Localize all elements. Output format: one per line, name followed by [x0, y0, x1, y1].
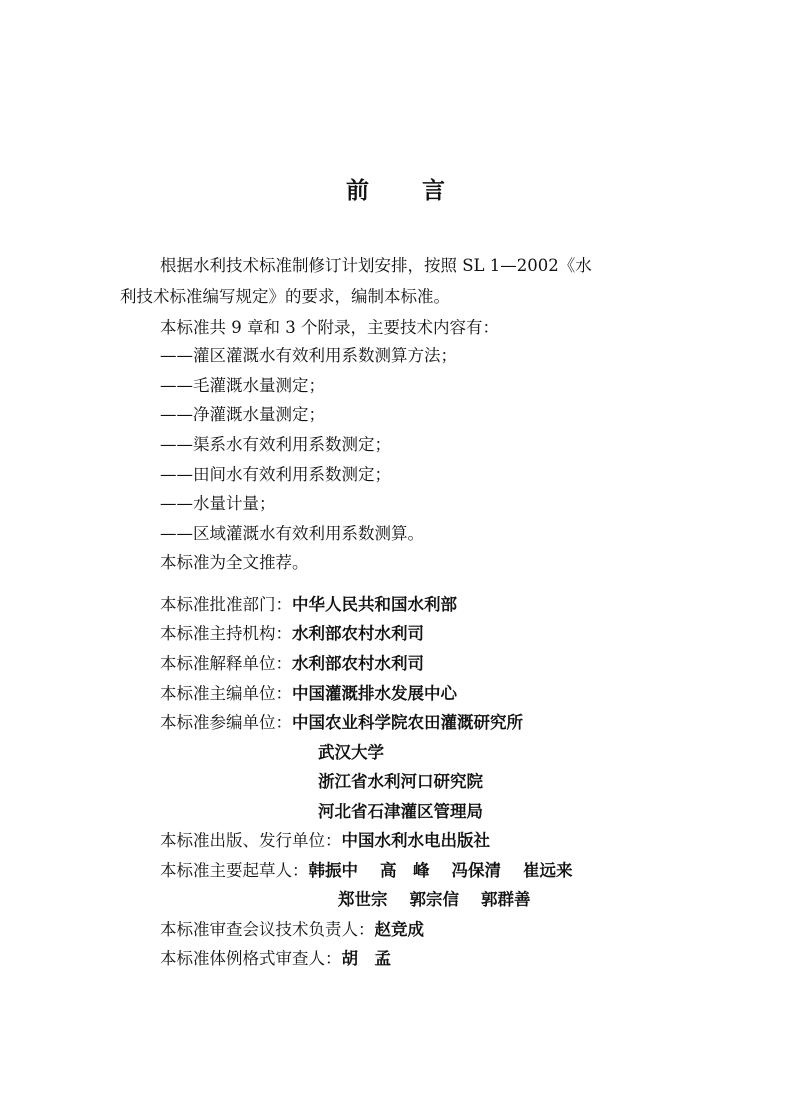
approve-row	[160, 595, 457, 615]
list-item: ——区域灌溉水有效利用系数测算。	[160, 524, 424, 543]
drafter-name: 郭宗信	[409, 890, 459, 909]
chief-value: 中国灌溉排水发展中心	[292, 684, 457, 703]
interpret-row	[160, 654, 424, 674]
list-item: ——灌区灌溉水有效利用系数测算方法；	[160, 346, 457, 365]
intro-paragraph-3: 本标准为全文推荐。	[160, 553, 309, 572]
format-value: 胡 孟	[341, 949, 391, 968]
drafter-name: 崔远来	[523, 861, 573, 880]
intro-paragraph-1-line-2: 利技术标准编写规定》的要求，编制本标准。	[120, 287, 450, 306]
approve-value: 中华人民共和国水利部	[292, 595, 457, 614]
intro-paragraph-2: 本标准共 9 章和 3 个附录，主要技术内容有：	[160, 318, 499, 337]
co-row	[160, 713, 523, 733]
format-row	[160, 949, 391, 969]
page-title	[0, 172, 792, 205]
list-item: ——田间水有效利用系数测定；	[160, 465, 391, 484]
co-value: 浙江省水利河口研究院	[318, 772, 483, 791]
drafters-label: 本标准主要起草人：	[160, 861, 309, 880]
chief-row	[160, 684, 457, 704]
co-value: 河北省石津灌区管理局	[318, 802, 483, 821]
co-label: 本标准参编单位：	[160, 713, 292, 732]
format-label: 本标准体例格式审查人：	[160, 949, 342, 968]
host-label: 本标准主持机构：	[160, 624, 292, 643]
interpret-label: 本标准解释单位：	[160, 654, 292, 673]
host-row	[160, 624, 424, 644]
publish-value: 中国水利水电出版社	[341, 831, 490, 850]
title-char-2: 言	[422, 178, 446, 204]
intro-paragraph-1-line-1: 根据水利技术标准制修订计划安排，按照 SL 1—2002《水	[160, 256, 592, 275]
title-char-1: 前	[346, 178, 370, 204]
review-label: 本标准审查会议技术负责人：	[160, 920, 375, 939]
publish-row	[160, 831, 490, 851]
co-value: 武汉大学	[318, 743, 384, 762]
approve-label: 本标准批准部门：	[160, 595, 292, 614]
list-item: ——渠系水有效利用系数测定；	[160, 435, 391, 454]
host-value: 水利部农村水利司	[292, 624, 424, 643]
list-item: ——水量计量；	[160, 494, 276, 513]
publish-label: 本标准出版、发行单位：	[160, 831, 342, 850]
drafter-name: 郑世宗	[338, 890, 388, 909]
review-row	[160, 920, 424, 940]
drafter-name: 冯保清	[451, 861, 501, 880]
interpret-value: 水利部农村水利司	[292, 654, 424, 673]
co-value: 中国农业科学院农田灌溉研究所	[292, 713, 523, 732]
drafter-name: 高 峰	[380, 861, 430, 880]
drafters-row-1	[160, 861, 573, 881]
drafter-name: 郭群善	[481, 890, 531, 909]
review-value: 赵竞成	[374, 920, 424, 939]
list-item: ——净灌溉水量测定；	[160, 405, 325, 424]
drafters-list	[309, 861, 573, 881]
chief-label: 本标准主编单位：	[160, 684, 292, 703]
drafters-row-2	[338, 890, 531, 910]
drafter-name: 韩振中	[308, 861, 358, 880]
list-item: ——毛灌溉水量测定；	[160, 376, 325, 395]
